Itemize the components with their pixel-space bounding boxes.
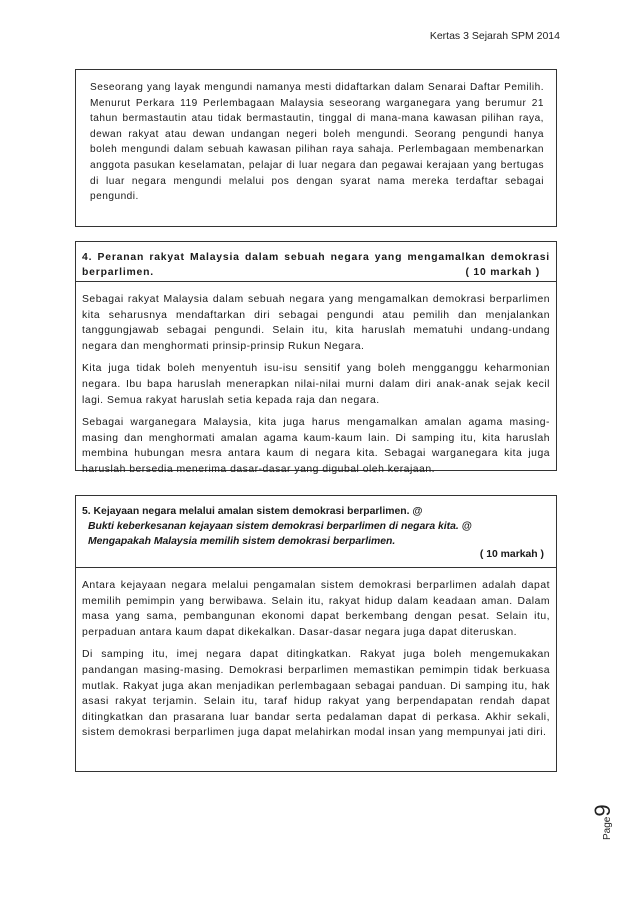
question-4-box (75, 241, 557, 281)
question-5-line-1: 5. Kejayaan negara melalui amalan sistem demokrasi berparlimen. @ (82, 506, 423, 517)
page-number (590, 780, 620, 840)
question-4-marks: ( 10 markah ) (465, 267, 540, 278)
question-4-title (82, 250, 550, 280)
question-4-text: 4. Peranan rakyat Malaysia dalam sebuah negara yang mengamalkan demokrasi berparlimen. (82, 252, 550, 278)
answer-4-paragraph-2: Kita juga tidak boleh menyentuh isu-isu sensitif yang boleh mengganggu keharmonian negara. Ibu bapa haruslah menerapkan nilai-nilai murni dalam diri anak-anak sejak kecil lagi. Semua rakyat haruslah setia kepada raja dan negara. (82, 363, 550, 406)
answer-4-paragraph-1: Sebagai rakyat Malaysia dalam sebuah negara yang mengamalkan demokrasi berparlimen kita seharusnya mendaftarkan diri sebagai pengundi atau pemilih dan menjalankan tanggungjawab sebagai pengundi. Selain itu, kita haruslah mematuhi undang-undang negara dan menghormati prinsip-prinsip Rukun Negara. (82, 294, 550, 352)
question-5-line-2: Bukti keberkesanan kejayaan sistem demokrasi berparlimen di negara kita. @ (88, 521, 472, 532)
page-header: Kertas 3 Sejarah SPM 2014 (429, 30, 560, 42)
intro-box (75, 69, 557, 227)
page-number-value: 9 (590, 804, 615, 817)
page-label: Page (602, 816, 613, 840)
answer-4-box (75, 281, 557, 475)
answer-4-paragraph-3: Sebagai warganegara Malaysia, kita juga harus mengamalkan amalan agama masing-masing dan menghormati amalan agama kaum-kaum lain. Di samping itu, kita haruslah membina hubungan mesra antara kaum di negara kita. Sebagai warganegara kita juga haruslah bersedia menerima dasar-dasar yang digubal oleh kerajaan. (82, 417, 550, 475)
question-5-box (75, 495, 557, 567)
intro-paragraph: Seseorang yang layak mengundi namanya mesti didaftarkan dalam Senarai Daftar Pemilih. Menurut Perkara 119 Perlembagaan Malaysia seseorang warganegara yang berumur 21 tahun bermastautin atau tidak bermastautin, tinggal di mana-mana kawasan pilihan raya, dewan rakyat atau dewan undangan negeri boleh mengundi. Seorang pengundi hanya boleh mengundi dalam sebuah kawasan pilihan raya sahaja. Perlembagaan membenarkan anggota pasukan keselamatan, pelajar di luar negara dan pegawai kerajaan yang bertugas di luar negara mengundi melalui pos dengan syarat nama mereka terdaftar sebagai pengundi. (90, 82, 544, 203)
question-5-line-3: Mengapakah Malaysia memilih sistem demokrasi berparlimen. (88, 536, 396, 547)
answer-5-box (75, 567, 557, 772)
answer-5-paragraph-1: Antara kejayaan negara melalui pengamalan sistem demokrasi berparlimen adalah dapat memilih pemimpin yang berwibawa. Selain itu, rakyat hidup dalam keadaan aman. Dalam masa yang sama, pembangunan ekonomi dapat berkembang dengan pesat. Selain itu, perpaduan antara kaum dapat dikekalkan. Dasar-dasar negara juga dapat diteruskan. (82, 580, 550, 638)
answer-5-paragraph-2: Di samping itu, imej negara dapat ditingkatkan. Rakyat juga boleh mengemukakan pandangan masing-masing. Demokrasi berparlimen memastikan pemimpin tidak berkuasa mutlak. Rakyat juga akan menjadikan perlembagaan sebagai panduan. Di samping itu, hak asasi rakyat terjamin. Selain itu, taraf hidup rakyat yang berpendapatan rendah dapat ditingkatkan dan prasarana luar bandar serta pedalaman dapat di perkasa. Akhir sekali, sistem demokrasi berparlimen juga dapat melahirkan modal insan yang mempunyai jati diri. (82, 649, 550, 739)
question-5-marks: ( 10 markah ) (479, 549, 544, 560)
